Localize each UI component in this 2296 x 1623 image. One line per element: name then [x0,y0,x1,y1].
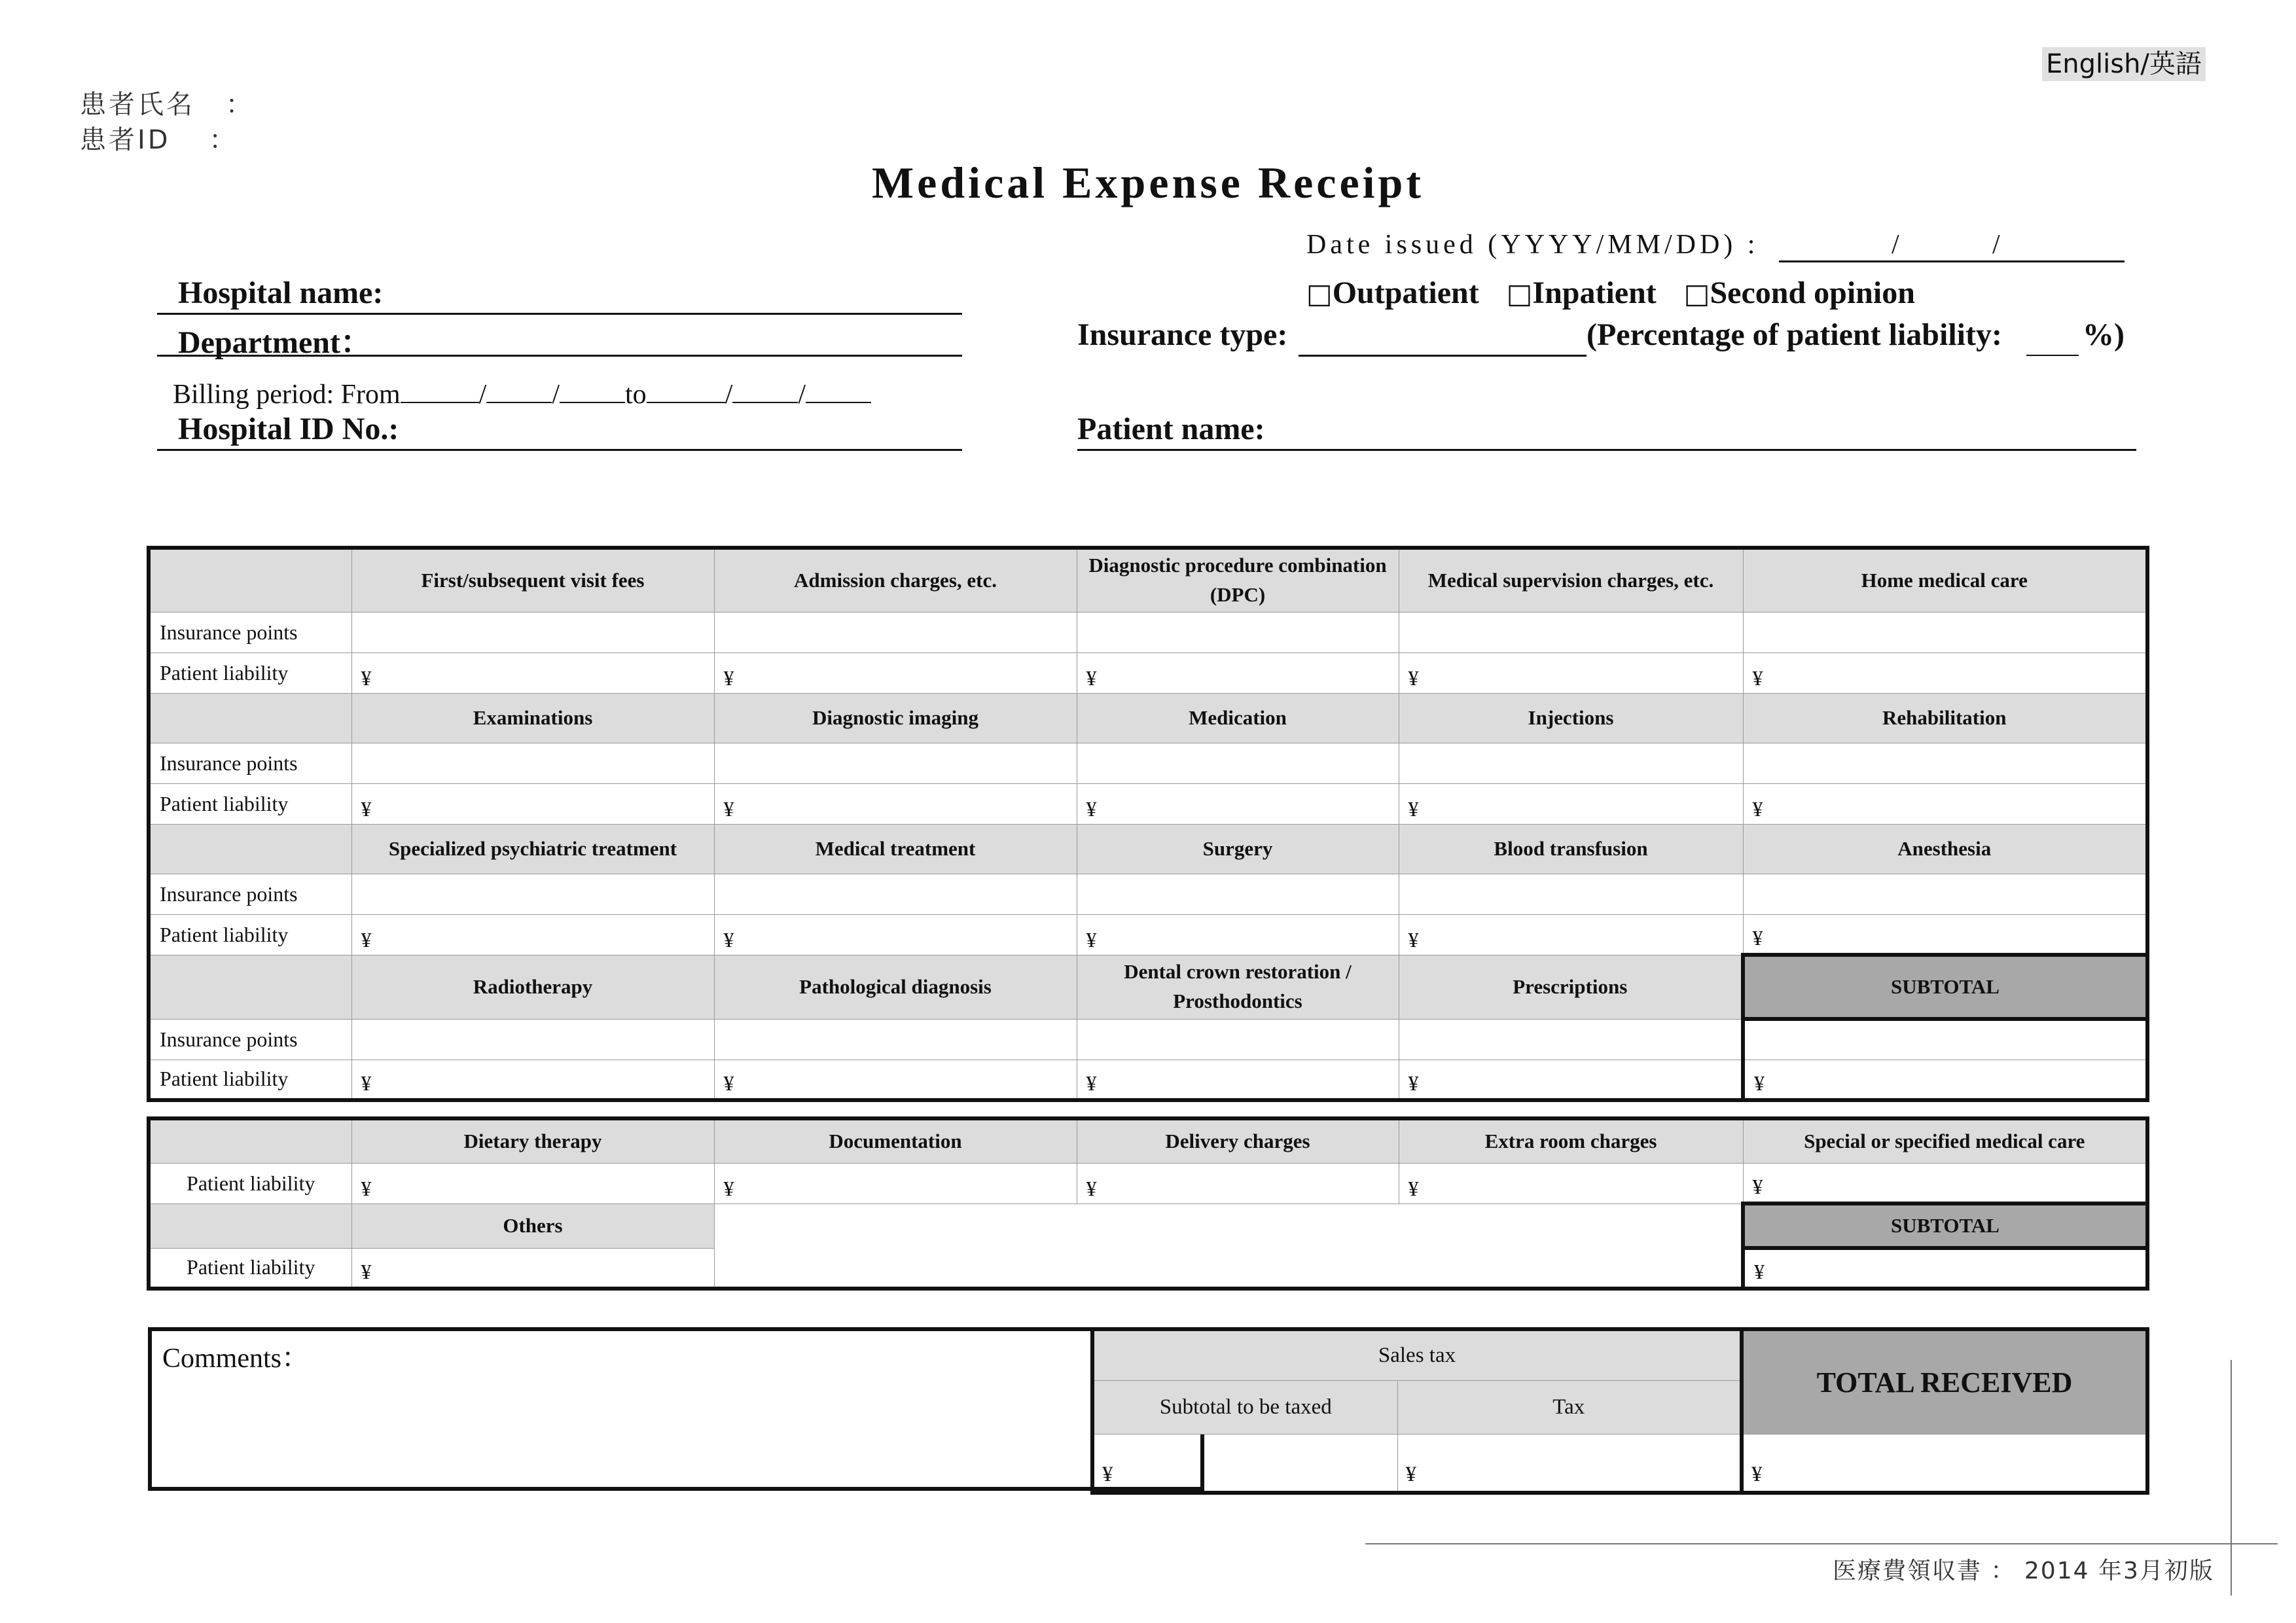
comments-label: Comments： [162,1344,310,1374]
header-surgery: Surgery [1077,824,1399,874]
yen-cell[interactable]: ¥ [1743,1163,2147,1204]
header-pathological: Pathological diagnosis [714,955,1077,1019]
table-row [1092,1329,2147,1380]
subtotal-yen-cell[interactable]: ¥ [1743,1248,2147,1289]
header-visit-fees: First/subsequent visit fees [351,548,714,612]
yen-cell[interactable]: ¥ [714,783,1077,824]
checkbox-icon: □ [1506,277,1533,310]
outpatient-checkbox[interactable] [1306,276,1479,310]
department-field[interactable] [157,317,962,357]
footer-text: 医療費領収書 ： 2014 年3月初版 [1833,1558,2214,1584]
billing-to-month[interactable] [732,376,798,403]
billing-period [173,376,871,410]
medical-fees-table [147,546,2149,1102]
sales-tax-header: Sales tax [1092,1329,1742,1380]
yen-cell[interactable]: ¥ [351,1248,714,1289]
points-cell[interactable] [351,743,714,783]
colon: ： [225,90,255,120]
yen-cell[interactable]: ¥ [1399,914,1743,955]
header-row [149,955,2147,1019]
yen-cell[interactable]: ¥ [714,652,1077,693]
date-issued-field[interactable] [1779,230,2125,262]
table-row [149,914,2147,955]
language-tag: English/英語 [2042,47,2206,81]
yen-cell[interactable]: ¥ [1399,1060,1743,1100]
corner-cell [149,955,351,1019]
date-sep-2: / [1992,230,2004,260]
header-row [149,1118,2147,1163]
table-row [149,1060,2147,1100]
yen-cell[interactable]: ¥ [714,1163,1077,1204]
department-text: Department [178,325,340,360]
header-diagnostic-imaging: Diagnostic imaging [714,693,1077,743]
jp-patient-name-text: 患者氏名 [80,90,195,120]
date-sep-1: / [1892,230,1903,260]
points-cell[interactable] [1077,743,1399,783]
hospital-name-label: Hospital name: [178,276,384,310]
header-blood-transfusion: Blood transfusion [1399,824,1743,874]
tax-total-table [1090,1327,2149,1495]
header-medical-treatment: Medical treatment [714,824,1077,874]
points-cell[interactable] [1077,874,1399,914]
pct-suffix: %) [2083,317,2125,352]
insurance-type-field[interactable] [1299,317,1587,357]
subtotal-taxed-header: Subtotal to be taxed [1092,1380,1397,1434]
yen-cell[interactable]: ¥ [1077,914,1399,955]
yen-cell[interactable]: ¥ [351,652,714,693]
row-label: Insurance points [149,1019,351,1060]
table-row [149,1019,2147,1060]
table-row [149,743,2147,783]
corner-cell [149,1118,351,1163]
header-home-care: Home medical care [1743,548,2147,612]
yen-cell[interactable]: ¥ [714,1060,1077,1100]
points-cell[interactable] [351,612,714,652]
billing-to-year[interactable] [647,376,725,403]
corner-cell [149,824,351,874]
second-opinion-label: Second opinion [1710,276,1915,310]
subtotal-yen-cell[interactable]: ¥ [1743,1060,2147,1100]
yen-cell[interactable]: ¥ [351,783,714,824]
yen-cell[interactable]: ¥ [351,1060,714,1100]
header-anesthesia: Anesthesia [1743,824,2147,874]
tax-yen[interactable]: ¥ [1397,1434,1742,1493]
header-row [149,824,2147,874]
yen-cell[interactable]: ¥ [714,914,1077,955]
second-opinion-checkbox[interactable] [1684,276,1915,310]
header-special-care: Special or specified medical care [1743,1118,2147,1163]
crop-mark [2231,1360,2232,1596]
other-fees-table [147,1116,2149,1291]
header-radiotherapy: Radiotherapy [351,955,714,1019]
billing-from-month[interactable] [486,376,552,403]
sep: / [725,380,733,410]
footer-divider [1365,1543,2278,1544]
row-label: Insurance points [149,743,351,783]
table-row [1092,1434,2147,1493]
patient-liability-pct-field[interactable] [2026,317,2079,356]
header-row [149,1204,2147,1248]
header-admission: Admission charges, etc. [714,548,1077,612]
points-cell[interactable] [1399,743,1743,783]
header-others: Others [351,1204,714,1248]
header-documentation: Documentation [714,1118,1077,1163]
row-label: Insurance points [149,874,351,914]
yen-cell[interactable]: ¥ [1743,914,2147,955]
row-label: Patient liability [149,1060,351,1100]
page-title: Medical Expense Receipt [872,158,1424,207]
billing-from-year[interactable] [401,376,479,403]
colon: ： [209,125,238,155]
yen-cell[interactable]: ¥ [1077,1163,1399,1204]
points-cell[interactable] [714,743,1077,783]
yen-cell[interactable]: ¥ [1077,783,1399,824]
insurance-type-label: Insurance type: [1077,317,1288,352]
visit-type-options [1306,275,1915,311]
sep: / [552,380,560,410]
header-prescriptions: Prescriptions [1399,955,1743,1019]
row-label: Patient liability [149,652,351,693]
header-subtotal: SUBTOTAL [1743,955,2147,1019]
row-label: Patient liability [149,914,351,955]
patient-name-label: Patient name: [1077,412,1265,446]
points-cell[interactable] [714,1019,1077,1060]
hospital-id-label: Hospital ID No.: [178,412,399,446]
sep: / [478,380,487,410]
header-injections: Injections [1399,693,1743,743]
header-dental: Dental crown restoration / Prosthodontics [1077,955,1399,1019]
subtotal-taxed-yen[interactable]: ¥ [1092,1434,1397,1493]
yen-cell[interactable]: ¥ [1399,652,1743,693]
yen-cell[interactable]: ¥ [351,1163,714,1204]
comments-box[interactable] [148,1327,1204,1491]
header-subtotal-2: SUBTOTAL [1743,1204,2147,1248]
row-label: Patient liability [149,783,351,824]
inpatient-checkbox[interactable] [1507,276,1657,310]
header-extra-room: Extra room charges [1399,1118,1743,1163]
table-row [149,652,2147,693]
checkbox-icon: □ [1306,277,1333,310]
date-issued-label: Date issued (YYYY/MM/DD) : [1306,230,1759,260]
yen-cell[interactable]: ¥ [351,914,714,955]
blank-area [714,1204,1743,1289]
table-row [149,612,2147,652]
row-label: Insurance points [149,612,351,652]
yen-cell[interactable]: ¥ [1399,1163,1743,1204]
header-dietary: Dietary therapy [351,1118,714,1163]
points-cell[interactable] [714,874,1077,914]
points-cell[interactable] [1399,874,1743,914]
patient-liability-pct-label: (Percentage of patient liability: [1587,317,2002,352]
total-received-header: TOTAL RECEIVED [1742,1329,2147,1434]
checkbox-icon: □ [1683,277,1710,310]
hospital-name-field[interactable] [157,275,962,315]
points-cell[interactable] [1743,743,2147,783]
table-row [149,874,2147,914]
outpatient-label: Outpatient [1332,276,1479,310]
header-supervision: Medical supervision charges, etc. [1399,548,1743,612]
subtotal-points-cell[interactable] [1743,1019,2147,1060]
billing-from-day[interactable] [560,376,625,403]
header-examinations: Examinations [351,693,714,743]
yen-cell[interactable]: ¥ [1077,1060,1399,1100]
points-cell[interactable] [1743,874,2147,914]
yen-cell[interactable]: ¥ [1743,783,2147,824]
jp-patient-id-text: 患者ID [80,125,171,155]
billing-to-label: to [625,380,647,410]
corner-cell [149,548,351,612]
points-cell[interactable] [1399,1019,1743,1060]
jp-patient-name-label [80,84,255,121]
row-label: Patient liability [149,1248,351,1289]
points-cell[interactable] [714,612,1077,652]
yen-cell[interactable]: ¥ [1399,783,1743,824]
table-row [149,783,2147,824]
header-row [149,548,2147,612]
billing-from-label: Billing period: From [173,380,401,410]
tax-header: Tax [1397,1380,1742,1434]
patient-name-field[interactable] [1077,411,2136,451]
header-dpc: Diagnostic procedure combination (DPC) [1077,548,1399,612]
corner-cell [149,693,351,743]
points-cell[interactable] [1077,1019,1399,1060]
header-psychiatric: Specialized psychiatric treatment [351,824,714,874]
points-cell[interactable] [351,1019,714,1060]
points-cell[interactable] [1399,612,1743,652]
corner-cell [149,1204,351,1248]
yen-cell[interactable]: ¥ [1743,652,2147,693]
total-received-yen[interactable]: ¥ [1742,1434,2147,1493]
table-row [149,1163,2147,1204]
colon: ： [340,325,372,360]
row-label: Patient liability [149,1163,351,1204]
header-delivery: Delivery charges [1077,1118,1399,1163]
header-medication: Medication [1077,693,1399,743]
points-cell[interactable] [1743,612,2147,652]
hospital-id-field[interactable] [157,411,962,451]
points-cell[interactable] [1077,612,1399,652]
billing-to-day[interactable] [806,376,871,403]
header-rehabilitation: Rehabilitation [1743,693,2147,743]
inpatient-label: Inpatient [1532,276,1657,310]
points-cell[interactable] [351,874,714,914]
yen-cell[interactable]: ¥ [1077,652,1399,693]
header-row [149,693,2147,743]
sep: / [798,380,806,410]
jp-patient-id-label [80,119,238,156]
